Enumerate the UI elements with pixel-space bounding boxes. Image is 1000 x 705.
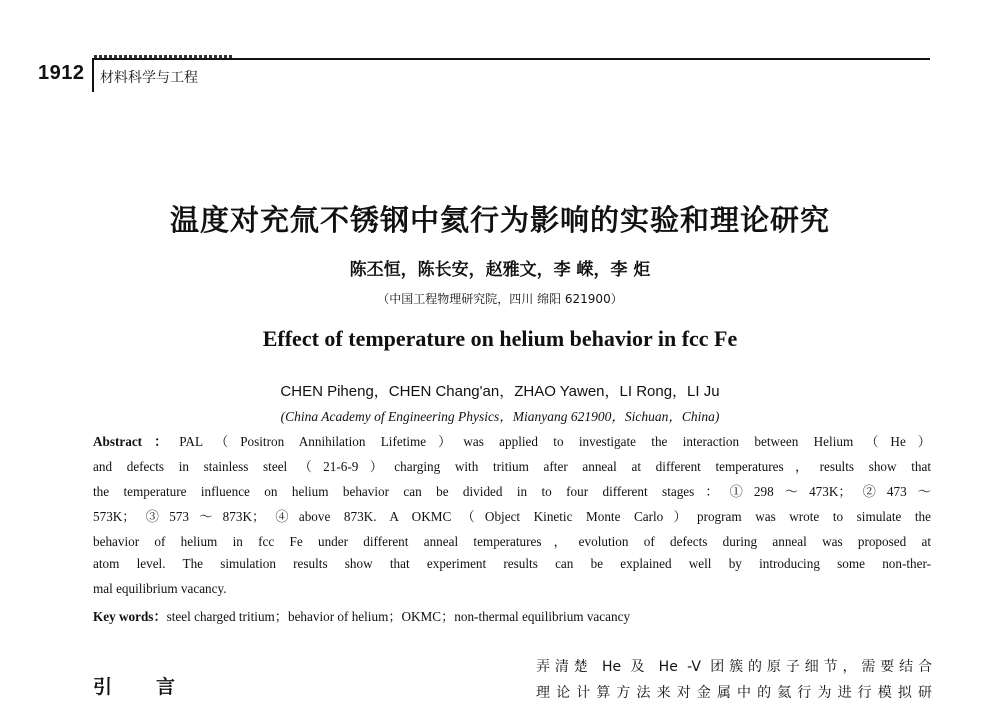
chinese-title: 温度对充氚不锈钢中氦行为影响的实验和理论研究: [169, 203, 830, 237]
keywords: [93, 606, 630, 625]
abstract-line-5: behavior of helium in fcc Fe under different anneal temperatures，evolution of defects during anneal was proposed at: [93, 534, 931, 549]
keywords-text: steel charged tritium；behavior of helium；OKMC；non-thermal equilibrium vacancy: [166, 609, 631, 624]
abstract-line-4: 573K；③573～873K；④above 873K. A OKMC（Object Kinetic Monte Carlo）program was wrote to simulate the: [93, 509, 931, 524]
introduction-line-1: 弄清楚 He 及 He -V 团簇的原子细节，需要结合: [536, 659, 932, 675]
introduction-line-2: 理论计算方法来对金属中的氦行为进行模拟研: [536, 685, 932, 701]
abstract-line-3: the temperature influence on helium behavior can be divided in to four different stages：①298～473K；②473～: [93, 484, 931, 499]
chinese-authors: 陈丕恒，陈长安，赵雅文，李 嵘，李 炬: [349, 260, 651, 280]
header-divider: [92, 60, 94, 92]
abstract-text: PAL（Positron Annihilation Lifetime）was applied to investigate the interaction between Helium（He）: [179, 434, 931, 449]
page-number: 1912: [38, 62, 85, 84]
english-authors: CHEN Piheng，CHEN Chang'an，ZHAO Yawen，LI Rong，LI Ju: [280, 383, 720, 400]
introduction-heading: 引言: [93, 676, 220, 698]
journal-name: 材料科学与工程: [100, 70, 198, 86]
abstract-line-7: mal equilibrium vacancy.: [93, 581, 227, 596]
abstract-line-1: [93, 431, 931, 450]
abstract-label: Abstract：: [93, 434, 180, 449]
english-affiliation: (China Academy of Engineering Physics，Mianyang 621900，Sichuan，China): [280, 409, 720, 424]
chinese-affiliation: （中国工程物理研究院，四川 绵阳 621900）: [377, 292, 623, 306]
abstract-line-2: and defects in stainless steel（21-6-9）charging with tritium after anneal at different temperatures，results show that: [93, 459, 931, 474]
keywords-label: Key words：: [93, 609, 167, 624]
abstract-line-6: atom level. The simulation results show that experiment results can be explained well by introducing some non-ther-: [93, 556, 931, 571]
header-rule: [92, 58, 930, 60]
english-title: Effect of temperature on helium behavior in fcc Fe: [262, 326, 738, 351]
